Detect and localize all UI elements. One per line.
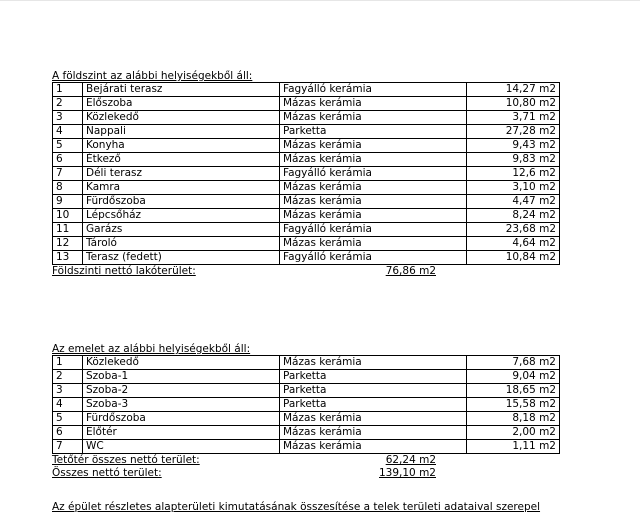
table-row — [53, 426, 560, 440]
room-material: Mázas kerámia — [280, 97, 467, 111]
room-material: Parketta — [280, 384, 467, 398]
room-material: Mázas kerámia — [280, 181, 467, 195]
room-area: 10,80 m2 — [467, 97, 560, 111]
room-name: WC — [83, 440, 280, 454]
page-top-border — [0, 0, 640, 1]
room-material: Mázas kerámia — [280, 209, 467, 223]
room-material: Mázas kerámia — [280, 426, 467, 440]
upper-floor-table — [52, 355, 560, 454]
room-area: 2,00 m2 — [467, 426, 560, 440]
room-material: Mázas kerámia — [280, 153, 467, 167]
room-material: Parketta — [280, 370, 467, 384]
table-row — [53, 111, 560, 125]
table-row — [53, 125, 560, 139]
table-row — [53, 440, 560, 454]
table-row — [53, 398, 560, 412]
room-name: Előtér — [83, 426, 280, 440]
room-material: Fagyálló kerámia — [280, 251, 467, 265]
room-material: Mázas kerámia — [280, 356, 467, 370]
grand-total — [52, 467, 560, 480]
room-name: Lépcsőház — [83, 209, 280, 223]
room-area: 15,58 m2 — [467, 398, 560, 412]
room-area: 1,11 m2 — [467, 440, 560, 454]
table-row — [53, 370, 560, 384]
room-area: 8,18 m2 — [467, 412, 560, 426]
ground-floor-total — [52, 265, 560, 278]
table-row — [53, 384, 560, 398]
upper-floor-total-label: Tetőtér összes nettó terület: — [52, 454, 200, 466]
room-name: Déli terasz — [83, 167, 280, 181]
room-material: Mázas kerámia — [280, 139, 467, 153]
room-material: Parketta — [280, 125, 467, 139]
table-row — [53, 83, 560, 97]
table-row — [53, 97, 560, 111]
room-number: 1 — [53, 356, 83, 370]
table-row — [53, 356, 560, 370]
ground-floor-total-label: Földszinti nettó lakóterület: — [52, 265, 196, 277]
room-area: 4,64 m2 — [467, 237, 560, 251]
table-row — [53, 181, 560, 195]
room-area: 10,84 m2 — [467, 251, 560, 265]
table-row — [53, 139, 560, 153]
room-number: 13 — [53, 251, 83, 265]
room-name: Kamra — [83, 181, 280, 195]
room-name: Terasz (fedett) — [83, 251, 280, 265]
room-name: Fürdőszoba — [83, 195, 280, 209]
ground-floor-table — [52, 82, 560, 265]
room-area: 9,43 m2 — [467, 139, 560, 153]
room-area: 8,24 m2 — [467, 209, 560, 223]
room-name: Konyha — [83, 139, 280, 153]
room-number: 8 — [53, 181, 83, 195]
room-name: Fürdőszoba — [83, 412, 280, 426]
room-name: Nappali — [83, 125, 280, 139]
room-name: Szoba-3 — [83, 398, 280, 412]
room-number: 9 — [53, 195, 83, 209]
room-number: 6 — [53, 426, 83, 440]
ground-floor-section — [52, 70, 560, 278]
grand-total-label: Összes nettó terület: — [52, 467, 162, 479]
upper-floor-heading: Az emelet az alábbi helyiségekből áll: — [52, 343, 251, 355]
room-area: 23,68 m2 — [467, 223, 560, 237]
room-name: Tároló — [83, 237, 280, 251]
upper-floor-total — [52, 454, 560, 467]
table-row — [53, 223, 560, 237]
table-row — [53, 412, 560, 426]
footer-note: Az épület részletes alapterületi kimutatásának összesítése a telek területi adataival szerepel — [52, 501, 541, 513]
room-number: 3 — [53, 111, 83, 125]
room-material: Fagyálló kerámia — [280, 83, 467, 97]
room-number: 7 — [53, 167, 83, 181]
room-material: Fagyálló kerámia — [280, 167, 467, 181]
room-name: Előszoba — [83, 97, 280, 111]
room-material: Mázas kerámia — [280, 195, 467, 209]
room-number: 6 — [53, 153, 83, 167]
room-area: 27,28 m2 — [467, 125, 560, 139]
room-material: Mázas kerámia — [280, 237, 467, 251]
ground-floor-heading: A földszint az alábbi helyiségekből áll: — [52, 70, 253, 82]
room-area: 14,27 m2 — [467, 83, 560, 97]
room-number: 11 — [53, 223, 83, 237]
room-material: Mázas kerámia — [280, 440, 467, 454]
table-row — [53, 251, 560, 265]
room-number: 2 — [53, 97, 83, 111]
room-number: 5 — [53, 412, 83, 426]
room-name: Szoba-1 — [83, 370, 280, 384]
room-number: 12 — [53, 237, 83, 251]
room-area: 4,47 m2 — [467, 195, 560, 209]
table-row — [53, 209, 560, 223]
room-area: 7,68 m2 — [467, 356, 560, 370]
room-number: 10 — [53, 209, 83, 223]
table-row — [53, 195, 560, 209]
table-row — [53, 153, 560, 167]
room-name: Közlekedő — [83, 111, 280, 125]
room-number: 7 — [53, 440, 83, 454]
room-number: 5 — [53, 139, 83, 153]
room-area: 9,83 m2 — [467, 153, 560, 167]
upper-floor-section — [52, 343, 560, 480]
room-name: Étkező — [83, 153, 280, 167]
room-number: 3 — [53, 384, 83, 398]
room-number: 1 — [53, 83, 83, 97]
room-number: 4 — [53, 398, 83, 412]
room-material: Mázas kerámia — [280, 412, 467, 426]
room-area: 12,6 m2 — [467, 167, 560, 181]
room-material: Mázas kerámia — [280, 111, 467, 125]
ground-floor-total-value: 76,86 m2 — [385, 265, 436, 277]
room-name: Garázs — [83, 223, 280, 237]
room-name: Bejárati terasz — [83, 83, 280, 97]
room-material: Parketta — [280, 398, 467, 412]
room-number: 2 — [53, 370, 83, 384]
room-material: Fagyálló kerámia — [280, 223, 467, 237]
room-number: 4 — [53, 125, 83, 139]
room-area: 3,71 m2 — [467, 111, 560, 125]
grand-total-value: 139,10 m2 — [379, 467, 436, 479]
upper-floor-total-value: 62,24 m2 — [385, 454, 436, 466]
room-area: 9,04 m2 — [467, 370, 560, 384]
table-row — [53, 167, 560, 181]
table-row — [53, 237, 560, 251]
room-name: Szoba-2 — [83, 384, 280, 398]
room-area: 18,65 m2 — [467, 384, 560, 398]
room-name: Közlekedő — [83, 356, 280, 370]
room-area: 3,10 m2 — [467, 181, 560, 195]
